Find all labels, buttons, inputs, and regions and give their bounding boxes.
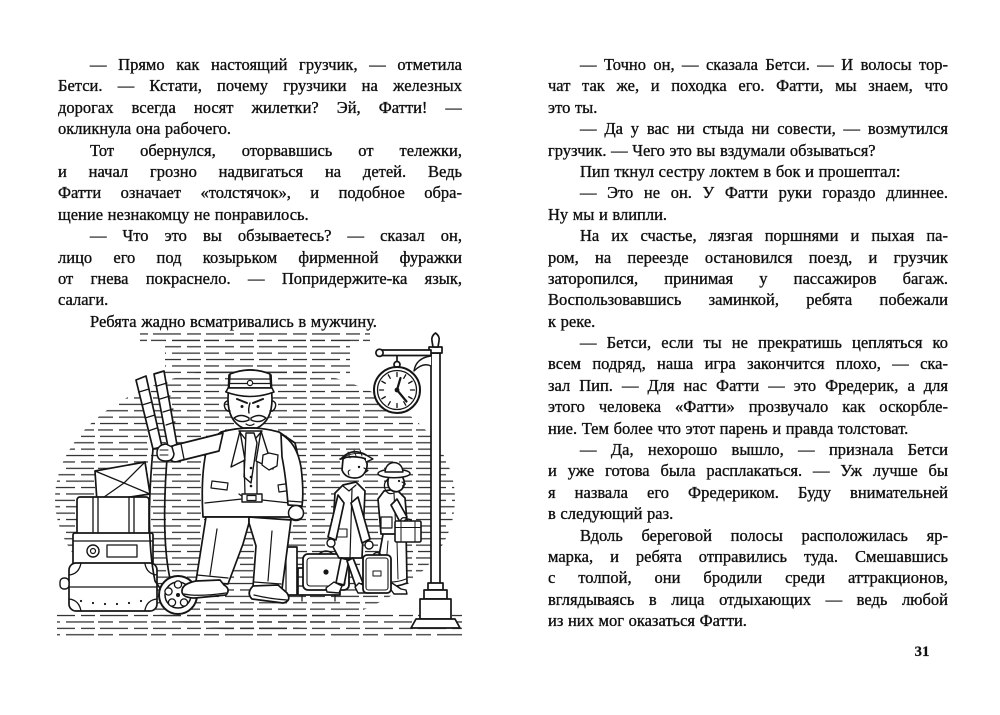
text-line: всем подряд, наша игра закончится плохо, — ска-: [548, 354, 948, 374]
text-line: Пип ткнул сестру локтем в бок и прошептал:: [580, 161, 901, 181]
text-line: — Да у вас ни стыда ни совести, — возмутился: [580, 119, 948, 139]
text-line: марка, и ребята отправились туда. Смешавшись: [548, 546, 948, 566]
text-line: от гнева покраснело. — Попридержите-ка язык,: [58, 268, 462, 288]
text-line: я назвала его Фредериком. Буду внимательней: [548, 482, 948, 502]
paragraph: [548, 182, 948, 225]
text-line: зал Пип. — Для нас Фатти — это Фредерик, а для: [548, 375, 948, 395]
text-line: На их счастье, лязгая поршнями и пыхая па-: [580, 226, 948, 246]
text-line: и уже готова была расплакаться. — Уж лучше бы: [548, 461, 948, 481]
page-number: 31: [914, 644, 930, 660]
paragraph: [58, 54, 462, 140]
woman-box-case: [395, 519, 421, 542]
text-line: щение незнакомцу не понравилось.: [58, 204, 309, 224]
text-line: заторопился, принимая у пассажиров багаж.: [548, 268, 948, 288]
text-line: с толпой, они бродили среди аттракционов,: [548, 568, 948, 588]
paragraph: [548, 118, 948, 161]
station-scene-illustration: [45, 331, 470, 641]
text-line: окликнула она рабочего.: [58, 119, 232, 139]
text-line: — Что это вы обзываетесь? — сказал он,: [90, 226, 462, 246]
text-line: Воспользовавшись заминкой, ребята побежали: [548, 290, 948, 310]
text-line: ром, на переезде остановился поезд, и грузчик: [548, 247, 948, 267]
text-line: чат так же, и походка его. Фатти, мы знаем, что: [548, 76, 948, 96]
text-line: — Это не он. У Фатти руки гораздо длиннее.: [580, 183, 948, 203]
text-line: Ребята жадно всматривались в мужчину.: [90, 311, 377, 331]
text-line: дорогах всегда носят жилетки? Эй, Фатти! —: [58, 97, 462, 117]
text-line: вглядываясь в лица отдыхающих — ведь любой: [548, 589, 948, 609]
text-line: грузчик. — Чего это вы вздумали обзываться?: [548, 140, 876, 160]
text-line: в следующий раз.: [548, 504, 674, 524]
paragraph: [548, 332, 948, 439]
paragraph: [548, 225, 948, 332]
text-line: Фатти означает «толстячок», и подобное обра-: [58, 183, 462, 203]
text-line: к реке.: [548, 311, 596, 331]
text-line: ние. Тем более что этот парень и правда толстоват.: [548, 418, 909, 438]
text-line: Тот обернулся, оторвавшись от тележки,: [90, 140, 462, 160]
station-clock: [374, 367, 420, 413]
text-line: из них мог оказаться Фатти.: [548, 611, 747, 631]
paragraph: [548, 161, 948, 182]
text-line: — Точно он, — сказала Бетси. — И волосы тор-: [580, 55, 948, 74]
text-line: лицо его под козырьком фирменной фуражки: [58, 247, 462, 267]
paragraph: [548, 525, 948, 632]
text-line: Ну мы и влипли.: [548, 204, 668, 224]
text-line: — Бетси, если ты не прекратишь цепляться ко: [580, 333, 948, 353]
text-line: — Прямо как настоящий грузчик, — отметила: [90, 55, 462, 74]
text-line: это ты.: [548, 97, 598, 117]
paragraph: [58, 311, 462, 332]
paragraph: [58, 225, 462, 311]
text-line: Вдоль береговой полосы расположилась яр-: [580, 525, 948, 545]
text-line: этого человека «Фатти» прозвучало как оскорбле-: [548, 397, 948, 417]
text-column-left: [58, 54, 462, 332]
paragraph: [58, 140, 462, 226]
text-line: салаги.: [58, 290, 109, 310]
text-line: и начал грозно надвигаться на детей. Ведь: [58, 161, 462, 181]
boy-front-suitcase: [363, 553, 391, 594]
text-column-right: [548, 54, 948, 632]
paragraph: [548, 54, 948, 118]
paragraph: [548, 439, 948, 525]
text-line: Бетси. — Кстати, почему грузчики на железных: [58, 76, 462, 96]
text-line: — Да, нехорошо вышло, — признала Бетси: [580, 440, 948, 460]
